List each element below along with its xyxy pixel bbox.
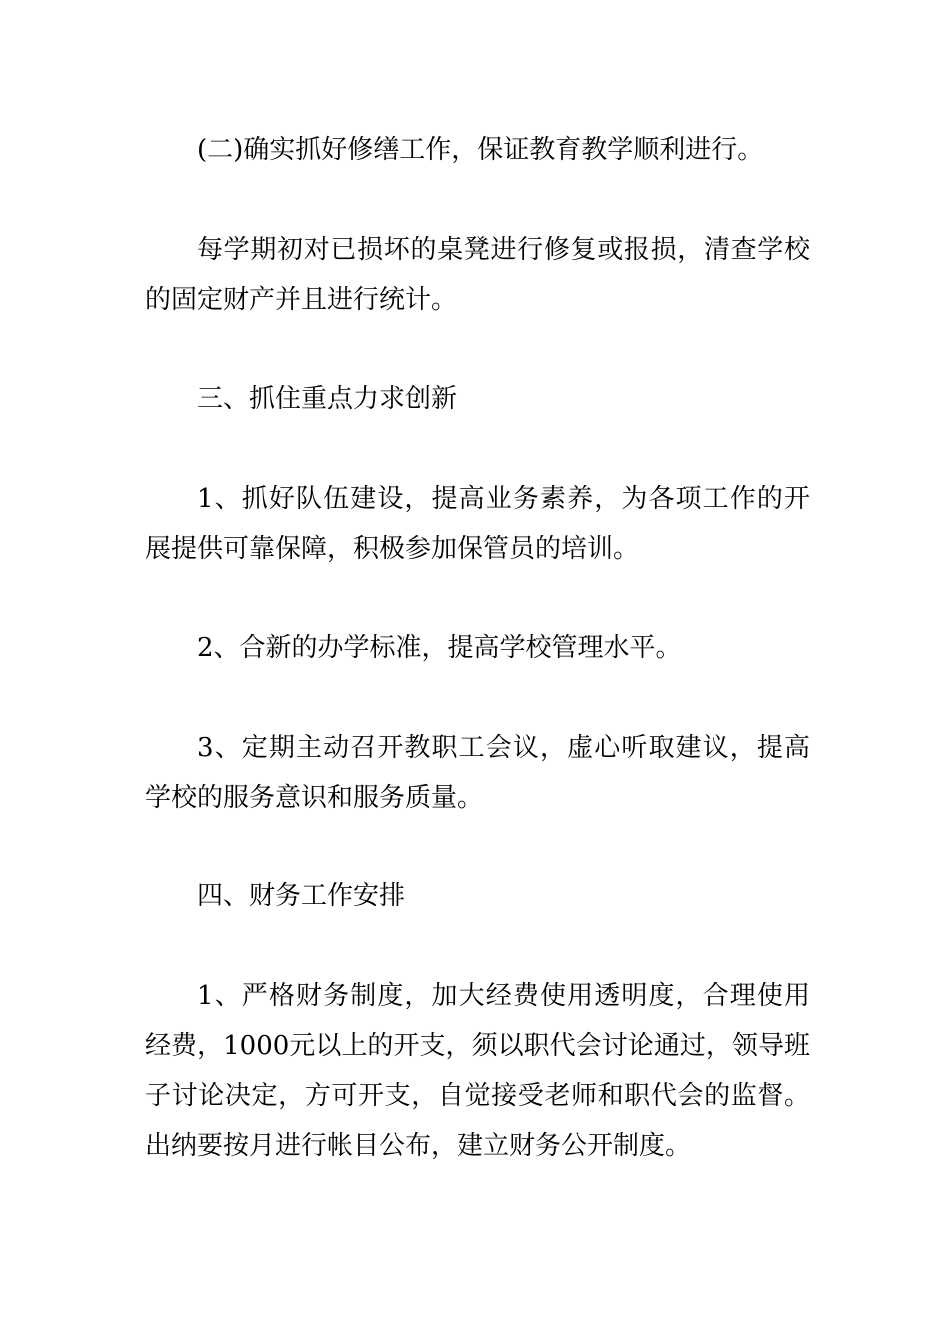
paragraph-finance-item-1: 1、严格财务制度，加大经费使用透明度，合理使用经费，1000元以上的开支，须以职代会讨论通过，领导班子讨论决定，方可开支，自觉接受老师和职代会的监督。出纳要按月进行帐目公布，建立财务公开制度。 bbox=[145, 981, 810, 1161]
paragraph-item-1-team: 1、抓好队伍建设，提高业务素养，为各项工作的开展提供可靠保障，积极参加保管员的培训。 bbox=[145, 484, 810, 564]
section-heading-four: 四、财务工作安排 bbox=[197, 881, 406, 911]
paragraph-repair-body: 每学期初对已损坏的桌凳进行修复或报损，清查学校的固定财产并且进行统计。 bbox=[145, 235, 810, 315]
paragraph-repair-heading: (二)确实抓好修缮工作，保证教育教学顺利进行。 bbox=[197, 135, 764, 165]
paragraph-item-3-meeting: 3、定期主动召开教职工会议，虚心听取建议，提高学校的服务意识和服务质量。 bbox=[145, 733, 810, 813]
paragraph-item-2-standard: 2、合新的办学标准，提高学校管理水平。 bbox=[197, 633, 682, 663]
section-heading-three: 三、抓住重点力求创新 bbox=[197, 384, 458, 414]
